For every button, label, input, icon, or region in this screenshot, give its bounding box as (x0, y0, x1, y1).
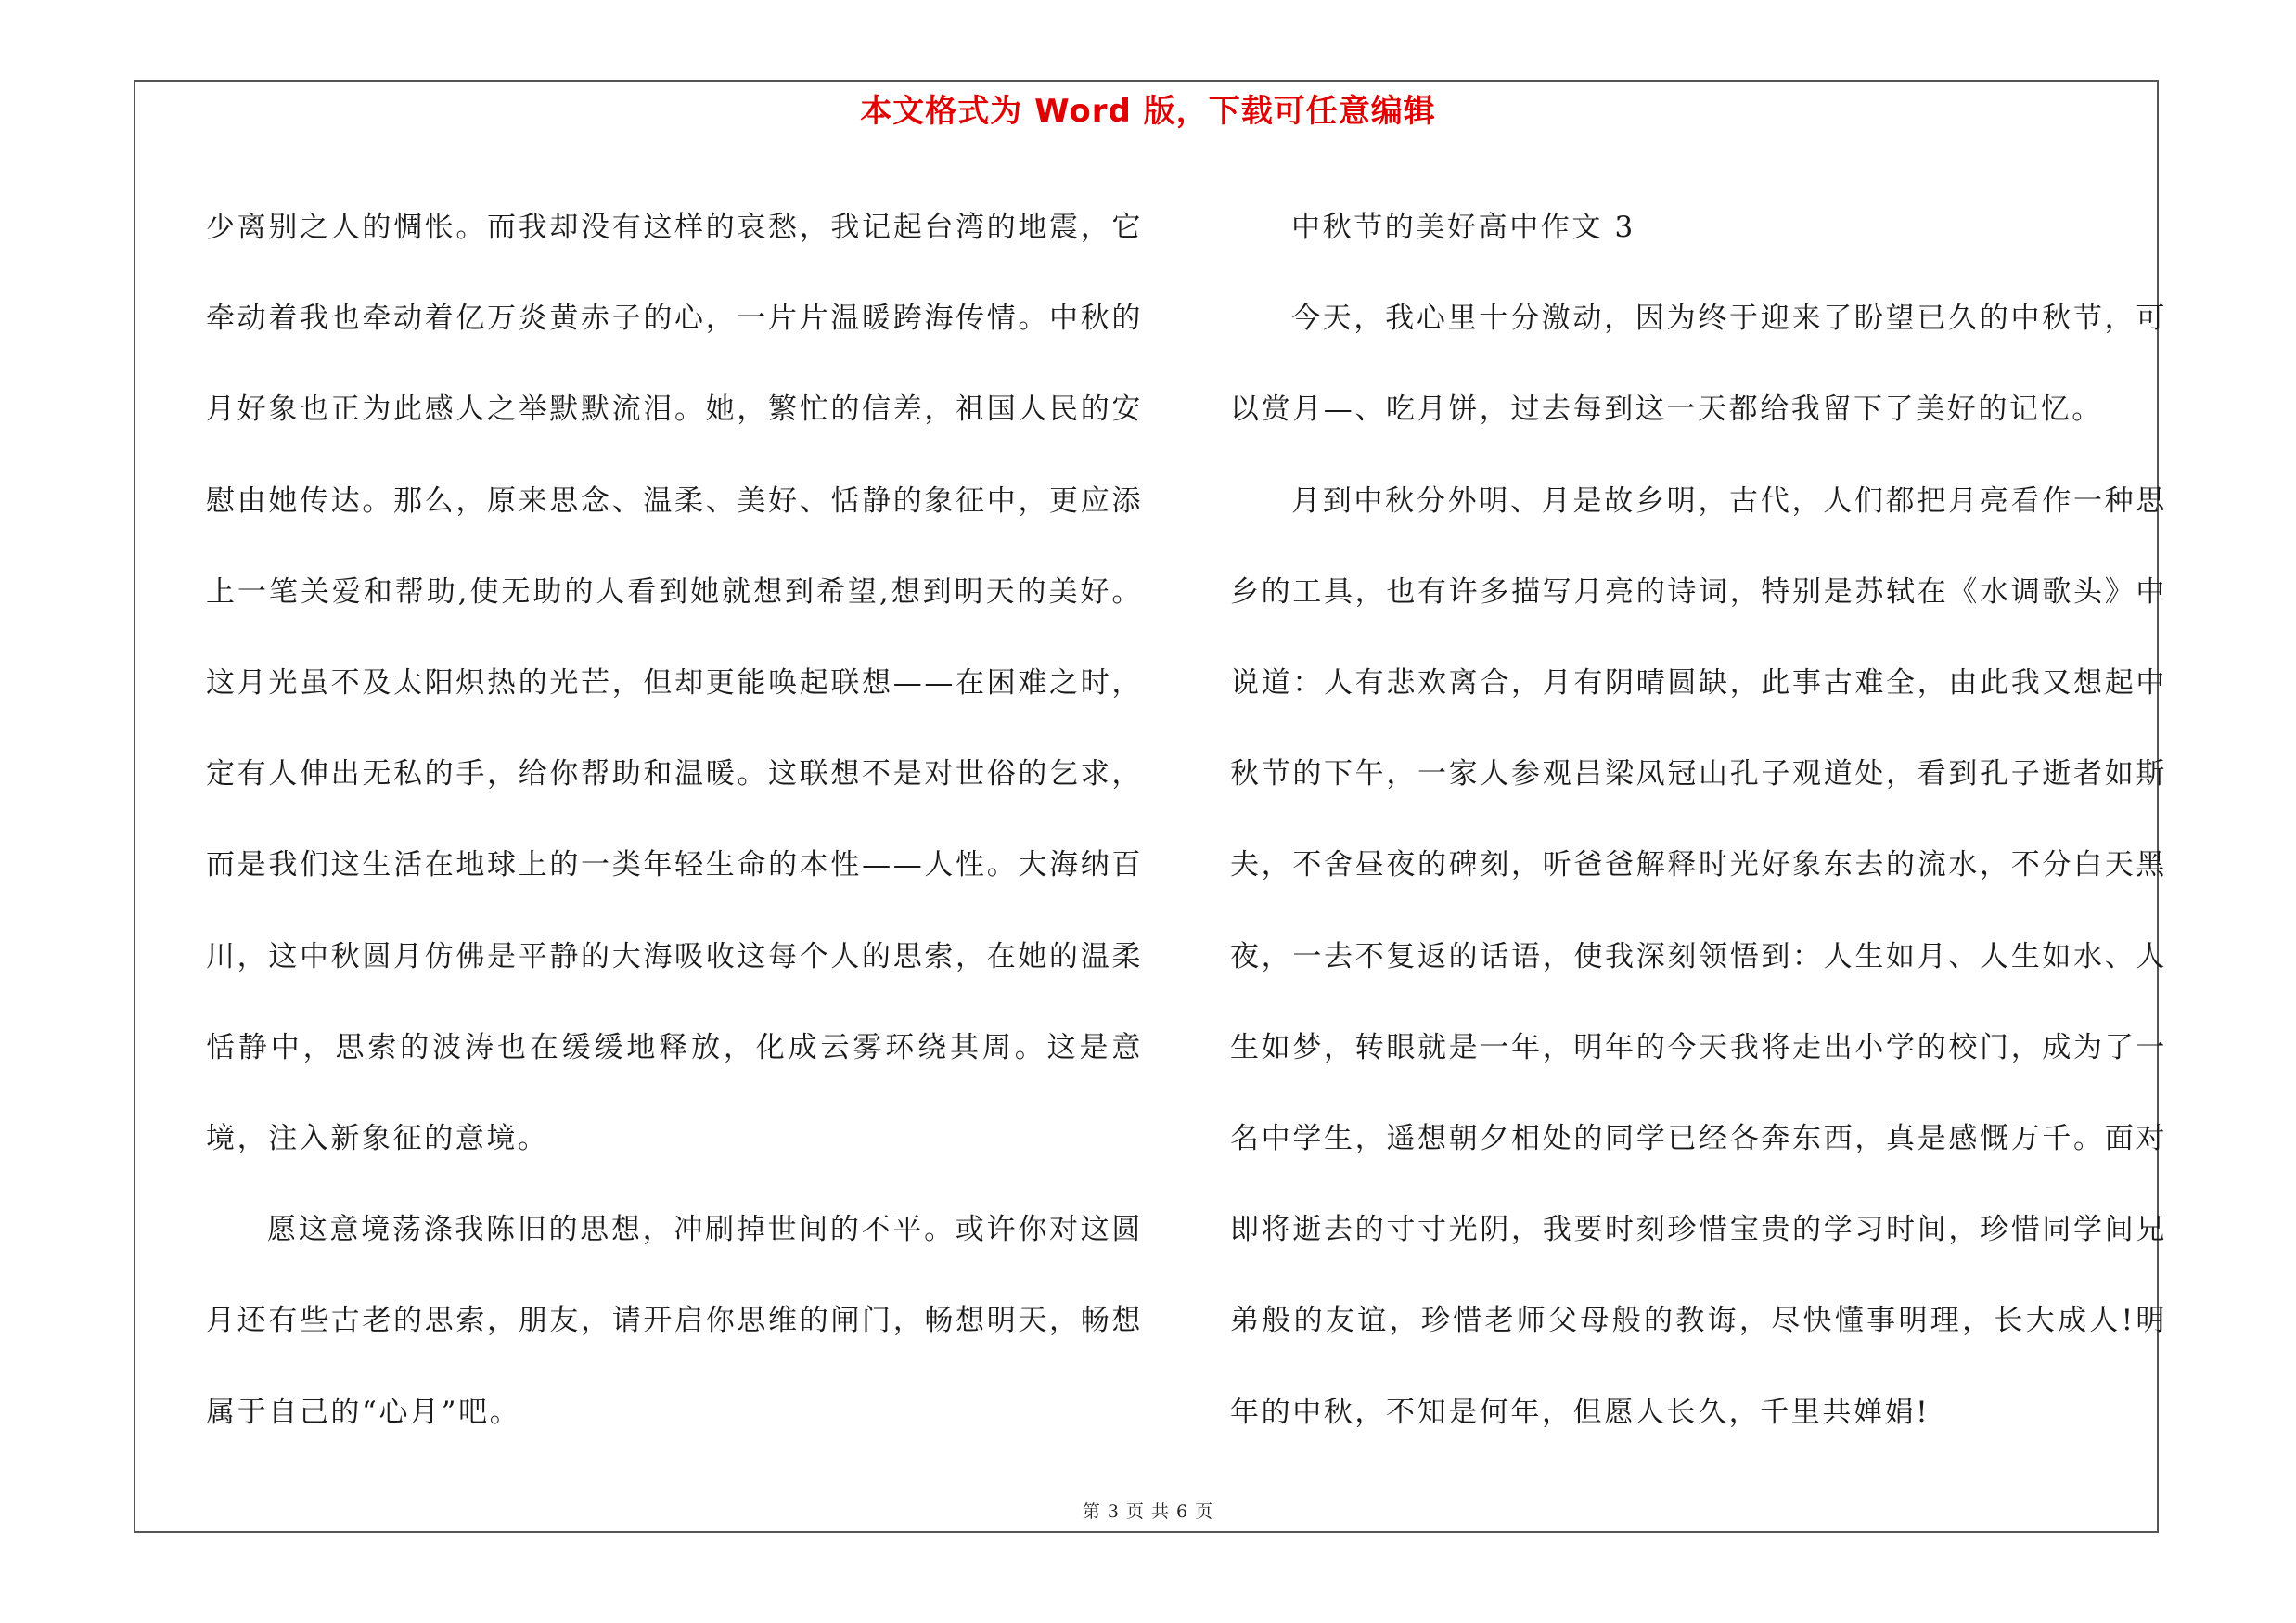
right-column (1230, 182, 2167, 1458)
left-paragraph-2: 愿这意境荡涤我陈旧的思想，冲刷掉世间的不平。或许你对这圆月还有些古老的思索，朋友，请开启你思维的闸门，畅想明天，畅想属于自己的“心月”吧。 (206, 1213, 1143, 1429)
left-paragraph-1: 少离别之人的惆怅。而我却没有这样的哀愁，我记起台湾的地震，它牵动着我也牵动着亿万炎黄赤子的心，一片片温暖跨海传情。中秋的月好象也正为此感人之举默默流泪。她，繁忙的信差，祖国人民的安慰由她传达。那么，原来思念、温柔、美好、恬静的象征中，更应添上一笔关爱和帮助,使无助的人看到她就想到希望,想到明天的美好。这月光虽不及太阳炽热的光芒，但却更能唤起联想——在困难之时，定有人伸出无私的手，给你帮助和温暖。这联想不是对世俗的乞求，而是我们这生活在地球上的一类年轻生命的本性——人性。大海纳百川，这中秋圆月仿佛是平静的大海吸收这每个人的思索，在她的温柔恬静中，思索的波涛也在缓缓地释放，化成云雾环绕其周。这是意境，注入新象征的意境。 (206, 211, 1143, 1156)
left-column (206, 182, 1143, 1458)
right-paragraph-1: 今天，我心里十分激动，因为终于迎来了盼望已久的中秋节，可以赏月—、吃月饼，过去每到这一天都给我留下了美好的记忆。 (1230, 302, 2167, 427)
page-number-footer: 第 3 页 共 6 页 (1082, 1501, 1214, 1522)
right-paragraph-2: 月到中秋分外明、月是故乡明，古代，人们都把月亮看作一种思乡的工具，也有许多描写月亮的诗词，特别是苏轼在《水调歌头》中说道：人有悲欢离合，月有阴晴圆缺，此事古难全，由此我又想起中秋节的下午，一家人参观吕梁凤冠山孔子观道处，看到孔子逝者如斯夫，不舍昼夜的碑刻，听爸爸解释时光好象东去的流水，不分白天黑夜，一去不复返的话语，使我深刻领悟到：人生如月、人生如水、人生如梦，转眼就是一年，明年的今天我将走出小学的校门，成为了一名中学生，遥想朝夕相处的同学已经各奔东西，真是感慨万千。面对即将逝去的寸寸光阴，我要时刻珍惜宝贵的学习时间，珍惜同学间兄弟般的友谊，珍惜老师父母般的教诲，尽快懂事明理，长大成人!明年的中秋，不知是何年，但愿人长久，千里共婵娟! (1230, 483, 2167, 1429)
word-format-banner: 本文格式为 Word 版，下载可任意编辑 (860, 93, 1436, 130)
section-heading: 中秋节的美好高中作文 3 (1291, 211, 1635, 244)
